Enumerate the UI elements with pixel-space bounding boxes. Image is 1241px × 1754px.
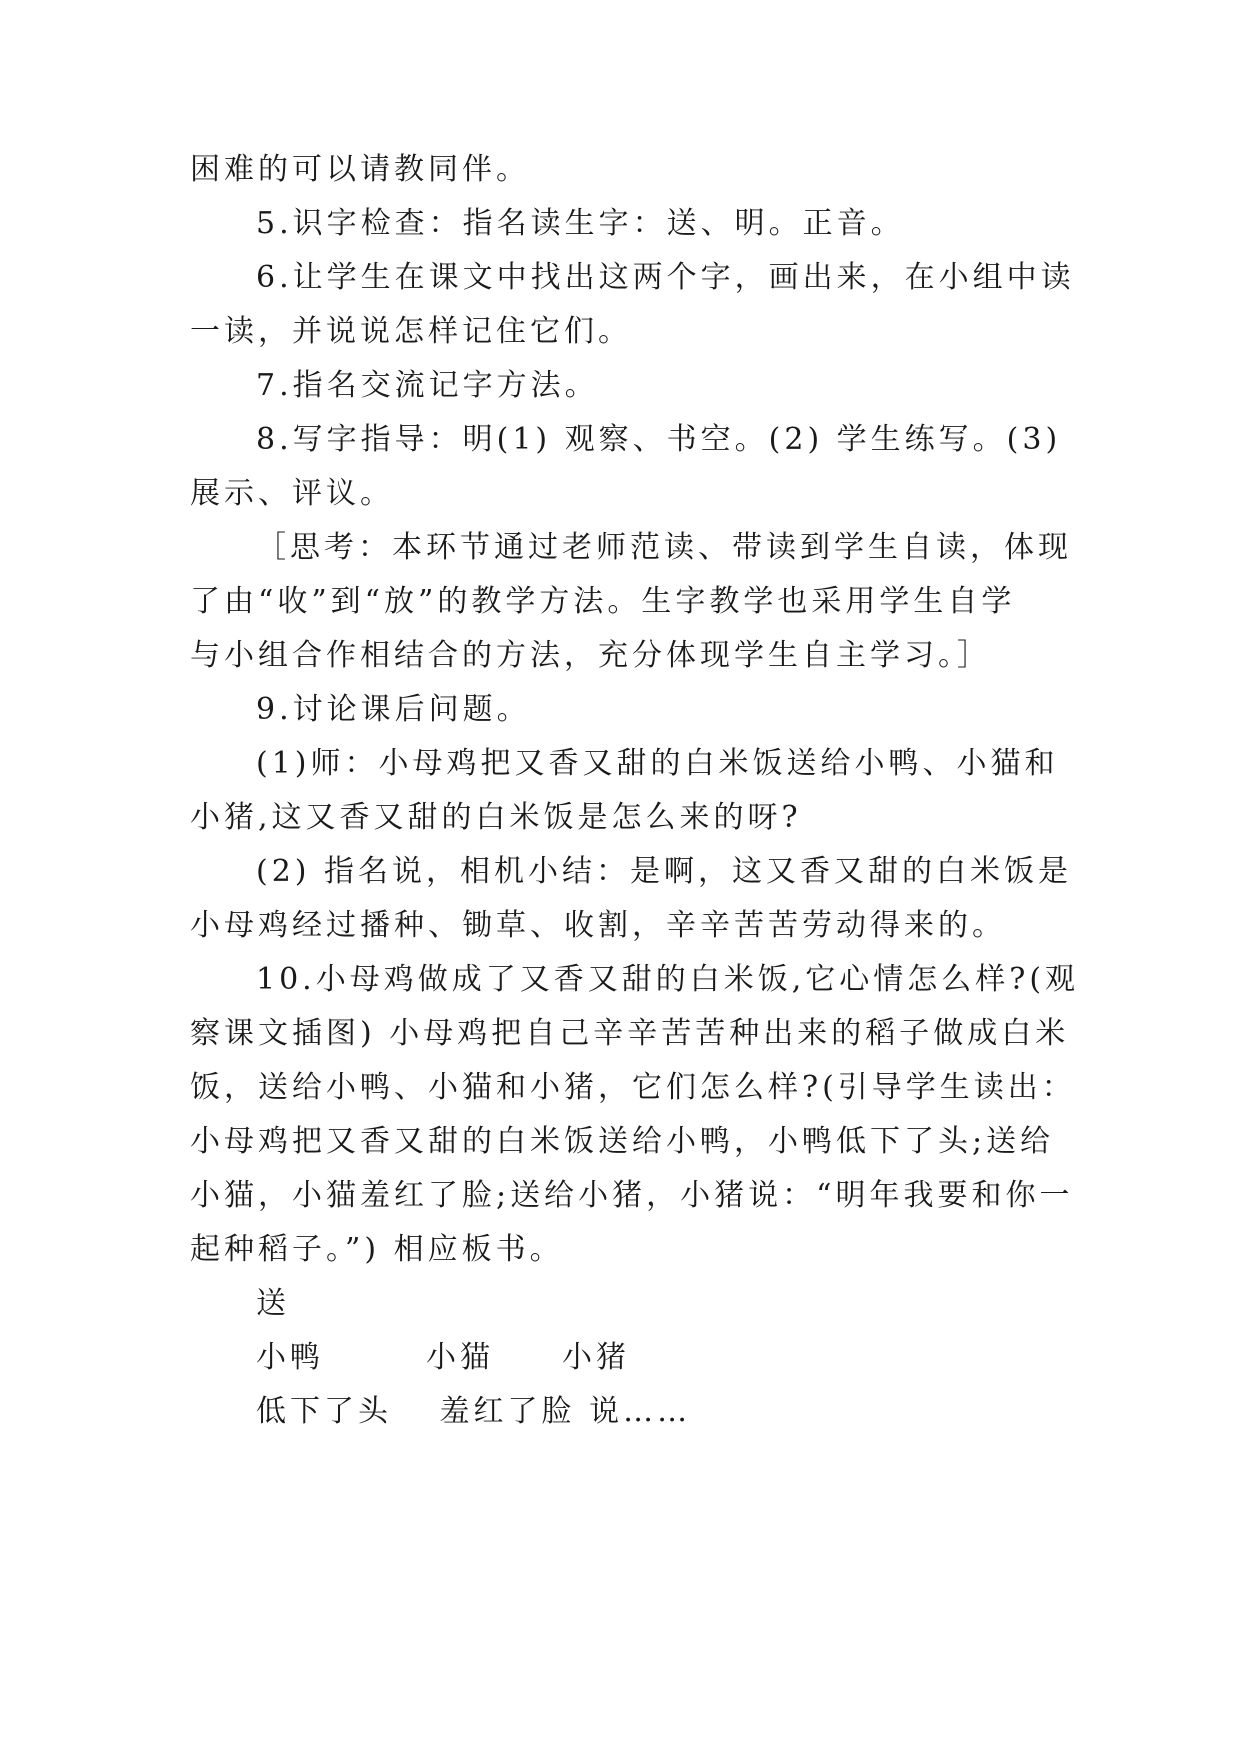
paragraph-line-3: 6.让学生在课文中找出这两个字，画出来，在小组中读 xyxy=(256,260,1075,295)
paragraph-line-24: 低下了头 羞红了脸 说…… xyxy=(256,1394,692,1429)
paragraph-line-1: 困难的可以请教同伴。 xyxy=(190,152,530,187)
paragraph-line-18: 饭，送给小鸭、小猫和小猪，它们怎么样?(引导学生读出： xyxy=(190,1070,1076,1105)
paragraph-line-23: 小鸭 小猫 小猪 xyxy=(256,1340,630,1375)
paragraph-line-14: (2) 指名说，相机小结：是啊，这又香又甜的白米饭是 xyxy=(256,854,1073,889)
paragraph-line-8: ［思考：本环节通过老师范读、带读到学生自读，体现 xyxy=(256,530,1072,565)
paragraph-line-6: 8.写字指导：明(1) 观察、书空。(2) 学生练写。(3) xyxy=(256,422,1062,457)
paragraph-line-2: 5.识字检查：指名读生字：送、明。正音。 xyxy=(256,206,905,241)
paragraph-line-22: 送 xyxy=(256,1286,290,1321)
paragraph-line-9: 了由“收”到“放”的教学方法。生字教学也采用学生自学 xyxy=(190,584,1016,619)
paragraph-line-10: 与小组合作相结合的方法，充分体现学生自主学习。］ xyxy=(190,638,991,673)
paragraph-line-19: 小母鸡把又香又甜的白米饭送给小鸭，小鸭低下了头;送给 xyxy=(190,1124,1055,1159)
paragraph-line-4: 一读，并说说怎样记住它们。 xyxy=(190,314,632,349)
paragraph-line-5: 7.指名交流记字方法。 xyxy=(256,368,599,403)
paragraph-line-21: 起种稻子。”) 相应板书。 xyxy=(190,1232,564,1267)
paragraph-line-16: 10.小母鸡做成了又香又甜的白米饭,它心情怎么样?(观 xyxy=(256,962,1080,997)
paragraph-line-12: (1)师：小母鸡把又香又甜的白米饭送给小鸭、小猫和 xyxy=(256,746,1059,781)
paragraph-line-13: 小猪,这又香又甜的白米饭是怎么来的呀? xyxy=(190,800,802,835)
paragraph-line-20: 小猫，小猫羞红了脸;送给小猪，小猪说：“明年我要和你一 xyxy=(190,1178,1074,1213)
paragraph-line-15: 小母鸡经过播种、锄草、收割，辛辛苦苦劳动得来的。 xyxy=(190,908,1006,943)
paragraph-line-17: 察课文插图) 小母鸡把自己辛辛苦苦种出来的稻子做成白米 xyxy=(190,1016,1070,1051)
paragraph-line-11: 9.讨论课后问题。 xyxy=(256,692,531,727)
paragraph-line-7: 展示、评议。 xyxy=(190,476,394,511)
